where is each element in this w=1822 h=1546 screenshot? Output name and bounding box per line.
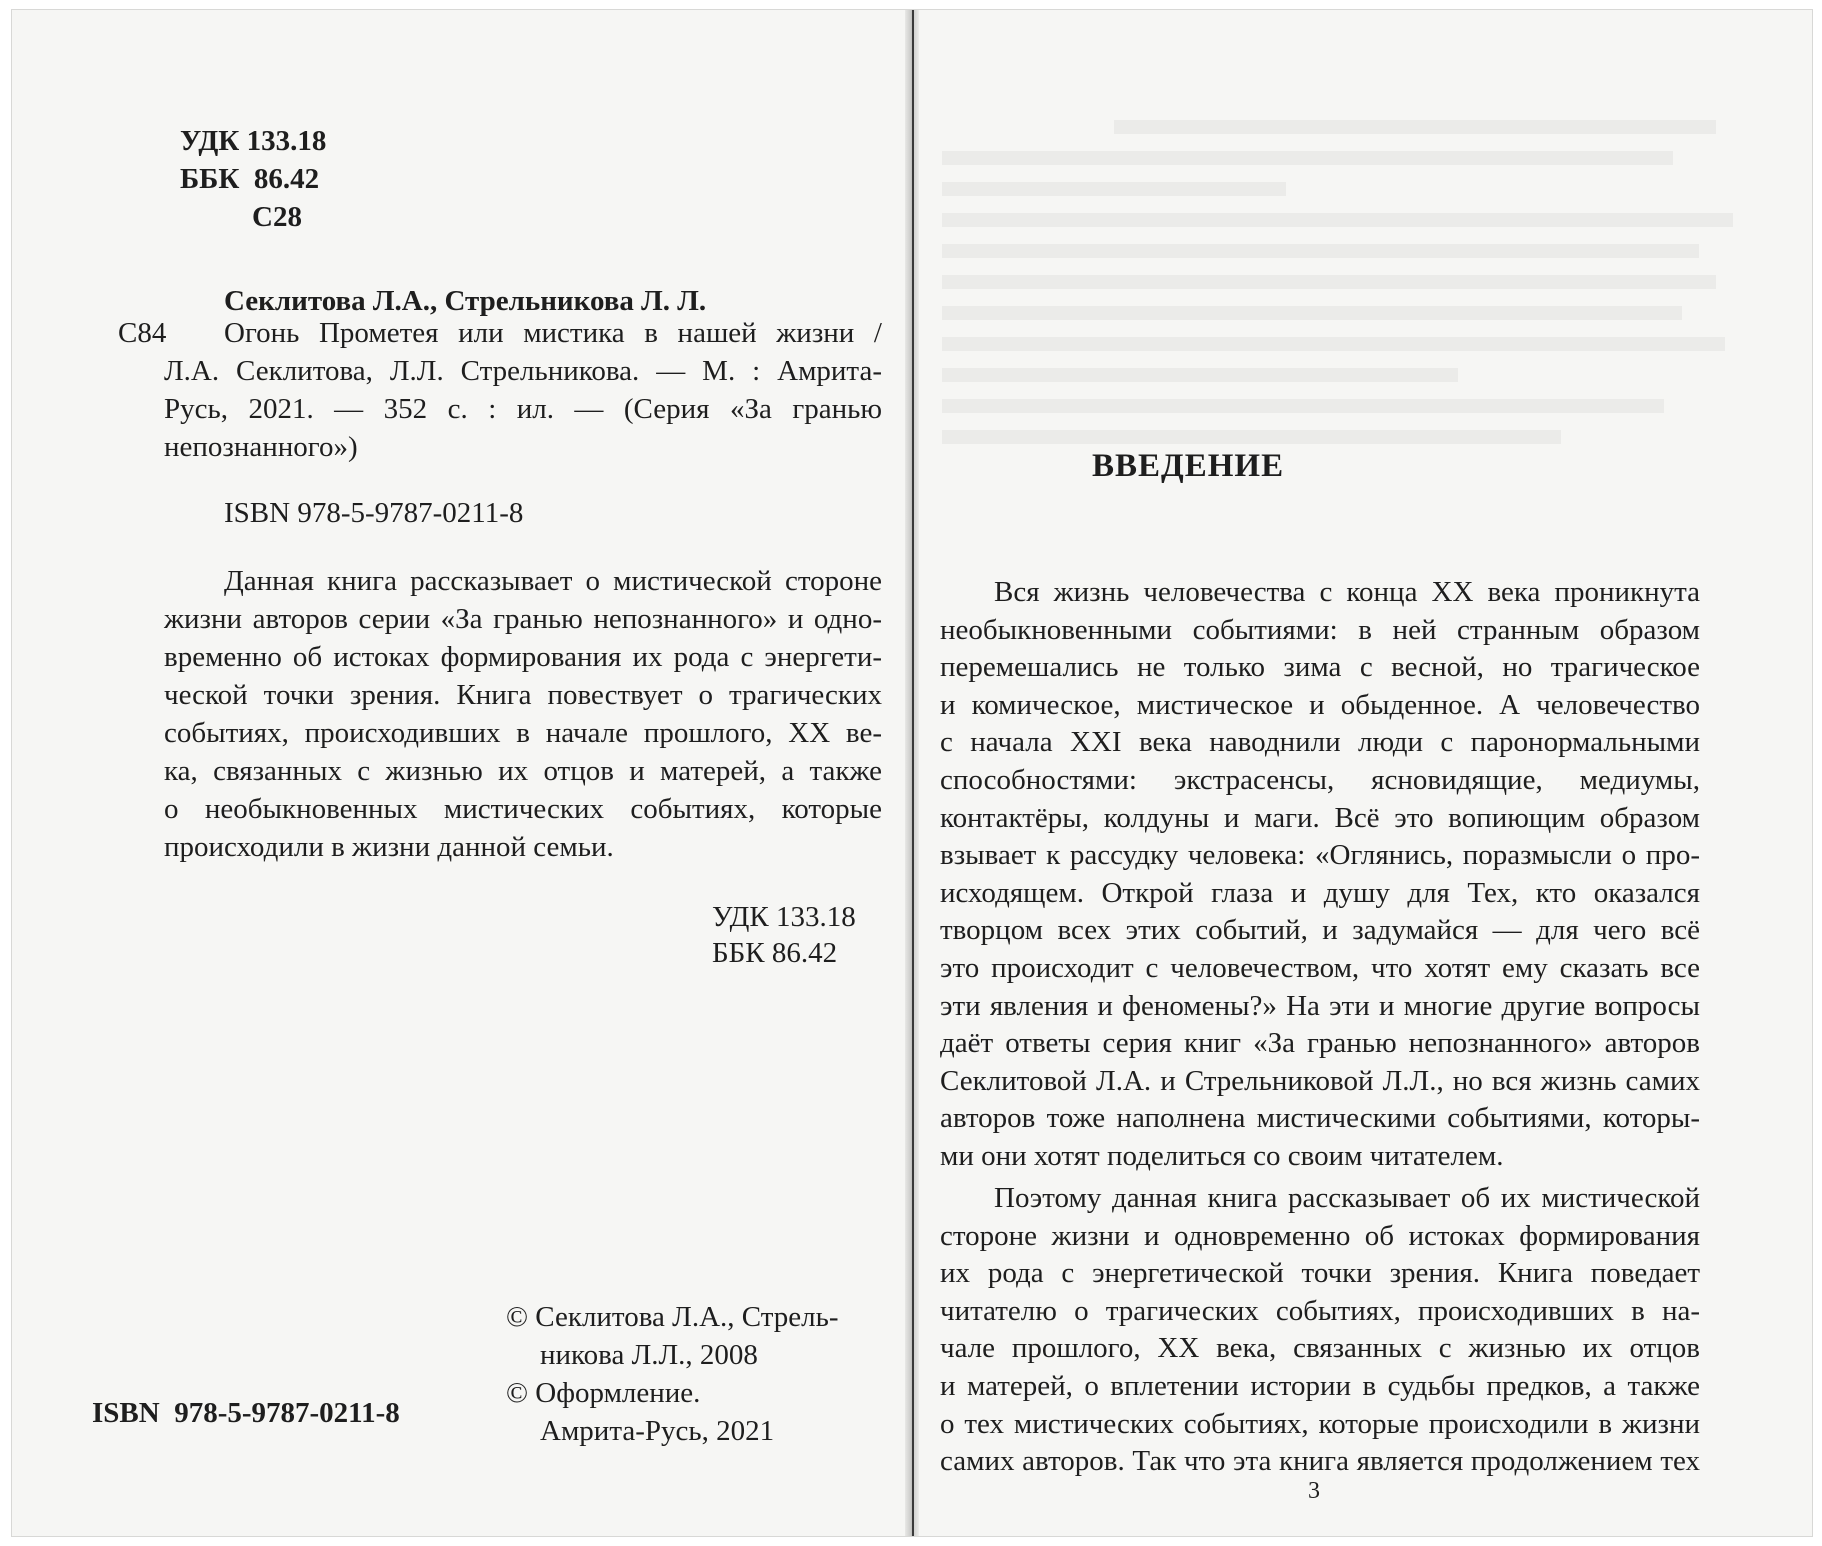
paragraph-line: необыкновенными событиями: в ней странным образом <box>940 613 1700 646</box>
intro-paragraph-1 <box>940 574 1700 1176</box>
intro-paragraph-2 <box>940 1180 1700 1481</box>
annotation-line: о необыкновенных мистических событиях, которые <box>164 793 882 825</box>
paragraph-line: способностями: экстрасенсы, ясновидящие, медиумы, <box>940 763 1700 796</box>
paragraph-line: творцом всех этих событий, и задумайся — для чего всё <box>940 914 1700 947</box>
udk-code: УДК 133.18 <box>180 125 327 157</box>
copyright-line: © Секлитова Л.А., Стрель- <box>506 1301 839 1333</box>
book-spread <box>12 10 1812 1536</box>
description-line: Огонь Прометея или мистика в нашей жизни / <box>224 317 882 349</box>
chapter-heading: ВВЕДЕНИЕ <box>1092 448 1285 484</box>
paragraph-line: Секлитовой Л.А. и Стрельниковой Л.Л., но вся жизнь самих <box>940 1064 1700 1097</box>
isbn-bottom: ISBN 978-5-9787-0211-8 <box>92 1397 400 1429</box>
description-line: Л.А. Секлитова, Л.Л. Стрельникова. — М. : Амрита- <box>164 355 882 387</box>
annotation-line: ческой точки зрения. Книга повествует о трагических <box>164 679 882 711</box>
annotation-line: ка, связанных с жизнью их отцов и матерей, а также <box>164 755 882 787</box>
paragraph-line: чале прошлого, XX века, связанных с жизнью их отцов <box>940 1332 1700 1365</box>
author-mark: С28 <box>252 201 302 233</box>
paragraph-line: эти явления и феномены?» На эти и многие другие вопросы <box>940 989 1700 1022</box>
annotation-line: Данная книга рассказывает о мистической стороне <box>224 565 882 597</box>
copyright-block <box>506 1298 866 1450</box>
show-through-lines <box>942 120 1802 461</box>
paragraph-line: и комическое, мистическое и обыденное. А человечество <box>940 688 1700 721</box>
paragraph-line: читателю о трагических событиях, происходивших в на- <box>940 1294 1700 1327</box>
page-number: 3 <box>1308 1478 1320 1504</box>
paragraph-line: о тех мистических событиях, которые происходили в жизни <box>940 1407 1700 1440</box>
copyright-line: никова Л.Л., 2008 <box>540 1339 758 1371</box>
authors: Секлитова Л.А., Стрельникова Л. Л. <box>224 285 707 317</box>
paragraph-line: авторов тоже наполнена мистическими событиями, которы- <box>940 1102 1700 1135</box>
call-number: С84 <box>118 317 167 349</box>
bbk-code: ББК 86.42 <box>180 163 320 195</box>
copyright-line: © Оформление. <box>506 1377 701 1409</box>
description-line: непознанного») <box>164 431 358 463</box>
paragraph-line: с начала XXI века наводнили люди с паронормальными <box>940 726 1700 759</box>
annotation <box>164 562 882 866</box>
paragraph-line: и матерей, о вплетении истории в судьбы предков, а также <box>940 1369 1700 1402</box>
gutter-line <box>912 10 914 1536</box>
paragraph-line: взывает к рассудку человека: «Оглянись, поразмысли о про- <box>940 839 1700 872</box>
bibliographic-description <box>164 314 882 466</box>
udk-bottom: УДК 133.18 <box>712 901 856 933</box>
paragraph-line: стороне жизни и одновременно об истоках формирования <box>940 1219 1700 1252</box>
paragraph-line: самих авторов. Так что эта книга является продолжением тех <box>940 1445 1700 1478</box>
annotation-line: событиях, происходивших в начале прошлого, XX ве- <box>164 717 882 749</box>
paragraph-line: их рода с энергетической точки зрения. Книга поведает <box>940 1257 1700 1290</box>
paragraph-line: это происходит с человечеством, что хотят ему сказать все <box>940 951 1700 984</box>
copyright-line: Амрита-Русь, 2021 <box>540 1415 775 1447</box>
paragraph-line: контактёры, колдуны и маги. Всё это вопиющим образом <box>940 801 1700 834</box>
annotation-line: временно об истоках формирования их рода с энергети- <box>164 641 882 673</box>
annotation-line: происходили в жизни данной семьи. <box>164 831 614 863</box>
paragraph-line: даёт ответы серия книг «За гранью непознанного» авторов <box>940 1027 1700 1060</box>
annotation-line: жизни авторов серии «За гранью непознанного» и одно- <box>164 603 882 635</box>
bbk-bottom: ББК 86.42 <box>712 937 838 969</box>
paragraph-line: Вся жизнь человечества с конца XX века проникнута <box>994 576 1700 608</box>
description-line: Русь, 2021. — 352 с. : ил. — (Серия «За гранью <box>164 393 882 425</box>
paragraph-line: перемешались не только зима с весной, но трагическое <box>940 651 1700 684</box>
paragraph-line: ми они хотят поделиться со своим читателем. <box>940 1139 1504 1172</box>
paragraph-line: исходящем. Открой глаза и душу для Тех, кто оказался <box>940 876 1700 909</box>
isbn-inline: ISBN 978-5-9787-0211-8 <box>224 497 524 529</box>
paragraph-line: Поэтому данная книга рассказывает об их мистической <box>994 1182 1700 1214</box>
